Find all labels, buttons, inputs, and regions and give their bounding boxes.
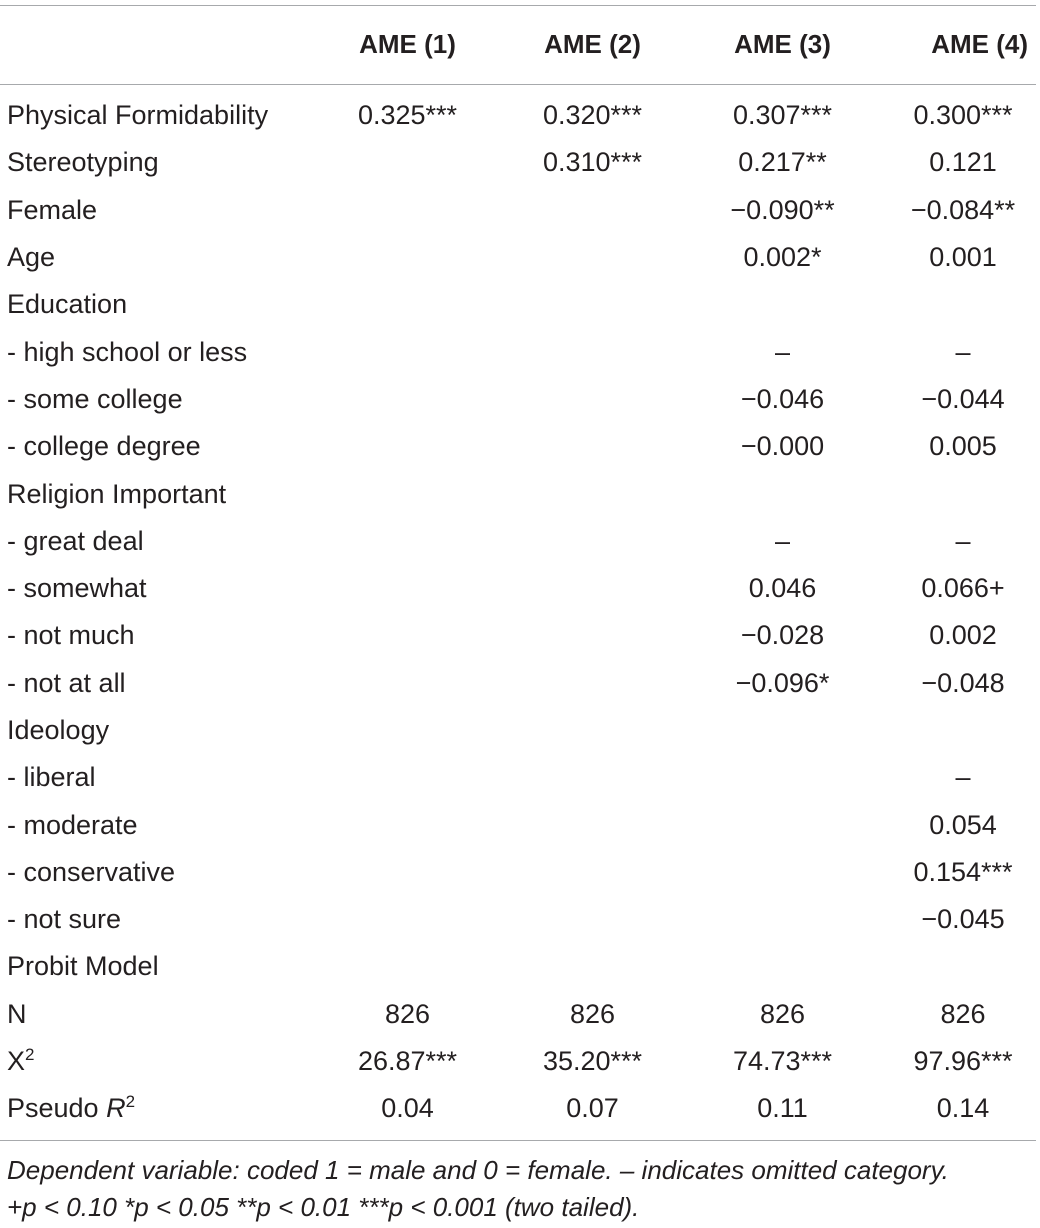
table-row [0,612,1036,659]
cell-ame-3 [675,801,890,848]
cell-ame-4: 0.154*** [913,856,1013,887]
cell-ame-1 [305,470,510,517]
cell-ame-4: 97.96*** [913,1046,1013,1077]
row-label-text: Religion Important [7,478,227,509]
row-label [0,707,305,754]
cell-ame-3: −0.096* [735,667,830,698]
cell-ame-3 [675,470,890,517]
row-label-italic: R [106,1093,126,1124]
cell-ame-3 [675,707,890,754]
cell-ame-3 [675,281,890,328]
row-label [0,234,305,281]
cell-ame-1 [305,612,510,659]
cell-ame-1 [305,896,510,943]
row-label-text: - high school or less [7,336,248,367]
cell-ame-1: 26.87*** [357,1046,458,1077]
cell-ame-1 [305,518,510,565]
cell-ame-4: – [955,762,971,793]
cell-ame-1 [305,707,510,754]
row-label-text: - some college [7,383,183,414]
table-row [0,896,1036,943]
row-label-text: - liberal [7,762,96,793]
cell-ame-2 [510,612,675,659]
cell-ame-2 [510,707,675,754]
cell-ame-3: 0.217** [738,147,827,178]
cell-ame-1: 0.04 [381,1093,434,1124]
table-row [0,565,1036,612]
table-row [0,84,1036,139]
cell-ame-2 [510,376,675,423]
cell-ame-1 [305,943,510,990]
cell-ame-1: 826 [384,998,431,1029]
cell-ame-2 [510,896,675,943]
cell-ame-1 [305,660,510,707]
cell-ame-3: −0.090** [730,194,835,225]
cell-ame-1 [305,801,510,848]
footnote-line-1: Dependent variable: coded 1 = male and 0 = female. – indicates omitted category. [7,1155,949,1185]
cell-ame-1 [305,423,510,470]
cell-ame-2 [510,754,675,801]
row-label [0,943,305,990]
row-label [0,187,305,234]
table-row [0,518,1036,565]
cell-ame-4: −0.084** [910,194,1016,225]
row-label [0,801,305,848]
cell-ame-4: 0.066+ [921,573,1005,604]
footnote-line-2: +p < 0.10 *p < 0.05 **p < 0.01 ***p < 0.001 (two tailed). [7,1192,640,1222]
table-row [0,423,1036,470]
table-row [0,139,1036,186]
cell-ame-1 [305,328,510,375]
row-label-text: N [7,998,27,1029]
cell-ame-4 [890,707,1036,754]
row-label [0,376,305,423]
cell-ame-4: −0.045 [921,904,1005,935]
cell-ame-1 [305,849,510,896]
header-ame-3: AME (3) [734,29,831,59]
row-label [0,1038,305,1085]
row-label [0,139,305,186]
header-ame-1: AME (1) [359,29,456,59]
row-label-text: - not sure [7,904,122,935]
cell-ame-4: 0.300*** [913,100,1013,131]
cell-ame-3 [675,849,890,896]
row-label-text: Probit Model [7,951,159,982]
row-label [0,1085,305,1132]
table-bottom-rule [0,1140,1036,1141]
cell-ame-3 [675,896,890,943]
table-row [0,328,1036,375]
table-row [0,991,1036,1038]
table-row [0,234,1036,281]
cell-ame-4: −0.044 [921,383,1005,414]
table-row [0,849,1036,896]
cell-ame-2: 0.320*** [542,100,643,131]
row-label [0,470,305,517]
table-row [0,1085,1036,1132]
row-label-text: - somewhat [7,573,147,604]
cell-ame-3: −0.028 [740,620,825,651]
row-label-text: Physical Formidability [7,100,269,131]
cell-ame-2: 0.310*** [542,147,643,178]
cell-ame-2 [510,849,675,896]
row-label [0,281,305,328]
cell-ame-3: – [774,525,791,556]
row-label [0,754,305,801]
header-ame-4: AME (4) [931,29,1028,59]
cell-ame-2 [510,801,675,848]
cell-ame-2 [510,187,675,234]
cell-ame-3: – [774,336,791,367]
cell-ame-2 [510,234,675,281]
cell-ame-4: – [955,336,971,367]
table-row [0,470,1036,517]
row-label [0,612,305,659]
row-label-text: Female [7,194,98,225]
cell-ame-3: 0.307*** [732,100,833,131]
cell-ame-3: 74.73*** [732,1046,833,1077]
cell-ame-2: 0.07 [566,1093,619,1124]
cell-ame-1 [305,187,510,234]
row-label [0,565,305,612]
cell-ame-4: 0.002 [929,620,997,651]
row-label [0,849,305,896]
row-label-text: Education [7,289,128,320]
cell-ame-4: 0.121 [929,147,997,178]
row-label-text: - college degree [7,431,201,462]
cell-ame-1 [305,565,510,612]
table-row [0,801,1036,848]
cell-ame-4: 0.14 [936,1093,990,1124]
row-label [0,660,305,707]
table-row [0,376,1036,423]
cell-ame-2 [510,470,675,517]
table-row [0,707,1036,754]
table-row [0,943,1036,990]
cell-ame-3: 0.11 [757,1093,808,1124]
row-label-text: - conservative [7,856,176,887]
row-label [0,84,305,139]
header-label [0,5,305,84]
cell-ame-1 [305,139,510,186]
cell-ame-4: 0.001 [929,242,997,273]
table-row [0,660,1036,707]
table-body [0,84,1036,1133]
cell-ame-1 [305,234,510,281]
row-label-superscript: 2 [25,1045,35,1065]
cell-ame-3: 0.046 [748,573,817,604]
row-label-text: - great deal [7,525,144,556]
table-row [0,1038,1036,1085]
row-label-text: - moderate [7,809,138,840]
cell-ame-4: – [955,525,971,556]
row-label [0,518,305,565]
row-label-text: Pseudo [7,1093,107,1124]
row-label-text: Age [7,242,56,273]
row-label [0,423,305,470]
results-table [0,5,1036,1133]
row-label-text: - not much [7,620,135,651]
row-label [0,328,305,375]
cell-ame-3: −0.000 [740,431,825,462]
cell-ame-1: 0.325*** [357,100,458,131]
cell-ame-4: 826 [940,998,986,1029]
cell-ame-1 [305,376,510,423]
cell-ame-1 [305,281,510,328]
row-label-text: X [7,1046,26,1077]
row-label [0,896,305,943]
row-label-superscript: 2 [125,1092,136,1112]
table-row [0,187,1036,234]
header-ame-2: AME (2) [544,29,641,59]
table-row [0,754,1036,801]
row-label-text: Stereotyping [7,147,159,178]
cell-ame-3 [675,754,890,801]
cell-ame-4 [890,281,1036,328]
cell-ame-4 [890,470,1036,517]
cell-ame-3: 826 [759,998,806,1029]
cell-ame-2 [510,328,675,375]
cell-ame-3: 0.002* [743,242,822,273]
table-footnote [7,1152,1037,1226]
cell-ame-4: 0.054 [929,809,997,840]
cell-ame-3 [675,943,890,990]
row-label [0,991,305,1038]
cell-ame-4 [890,943,1036,990]
header-row [0,5,1036,84]
cell-ame-2 [510,565,675,612]
cell-ame-4: −0.048 [921,667,1005,698]
row-label-text: - not at all [7,667,126,698]
cell-ame-2 [510,943,675,990]
cell-ame-1 [305,754,510,801]
cell-ame-4: 0.005 [929,431,997,462]
cell-ame-2 [510,281,675,328]
cell-ame-2 [510,423,675,470]
cell-ame-3: −0.046 [740,383,825,414]
cell-ame-2: 826 [569,998,616,1029]
cell-ame-2: 35.20*** [542,1046,643,1077]
cell-ame-2 [510,660,675,707]
table-row [0,281,1036,328]
row-label-text: Ideology [7,715,110,745]
cell-ame-2 [510,518,675,565]
